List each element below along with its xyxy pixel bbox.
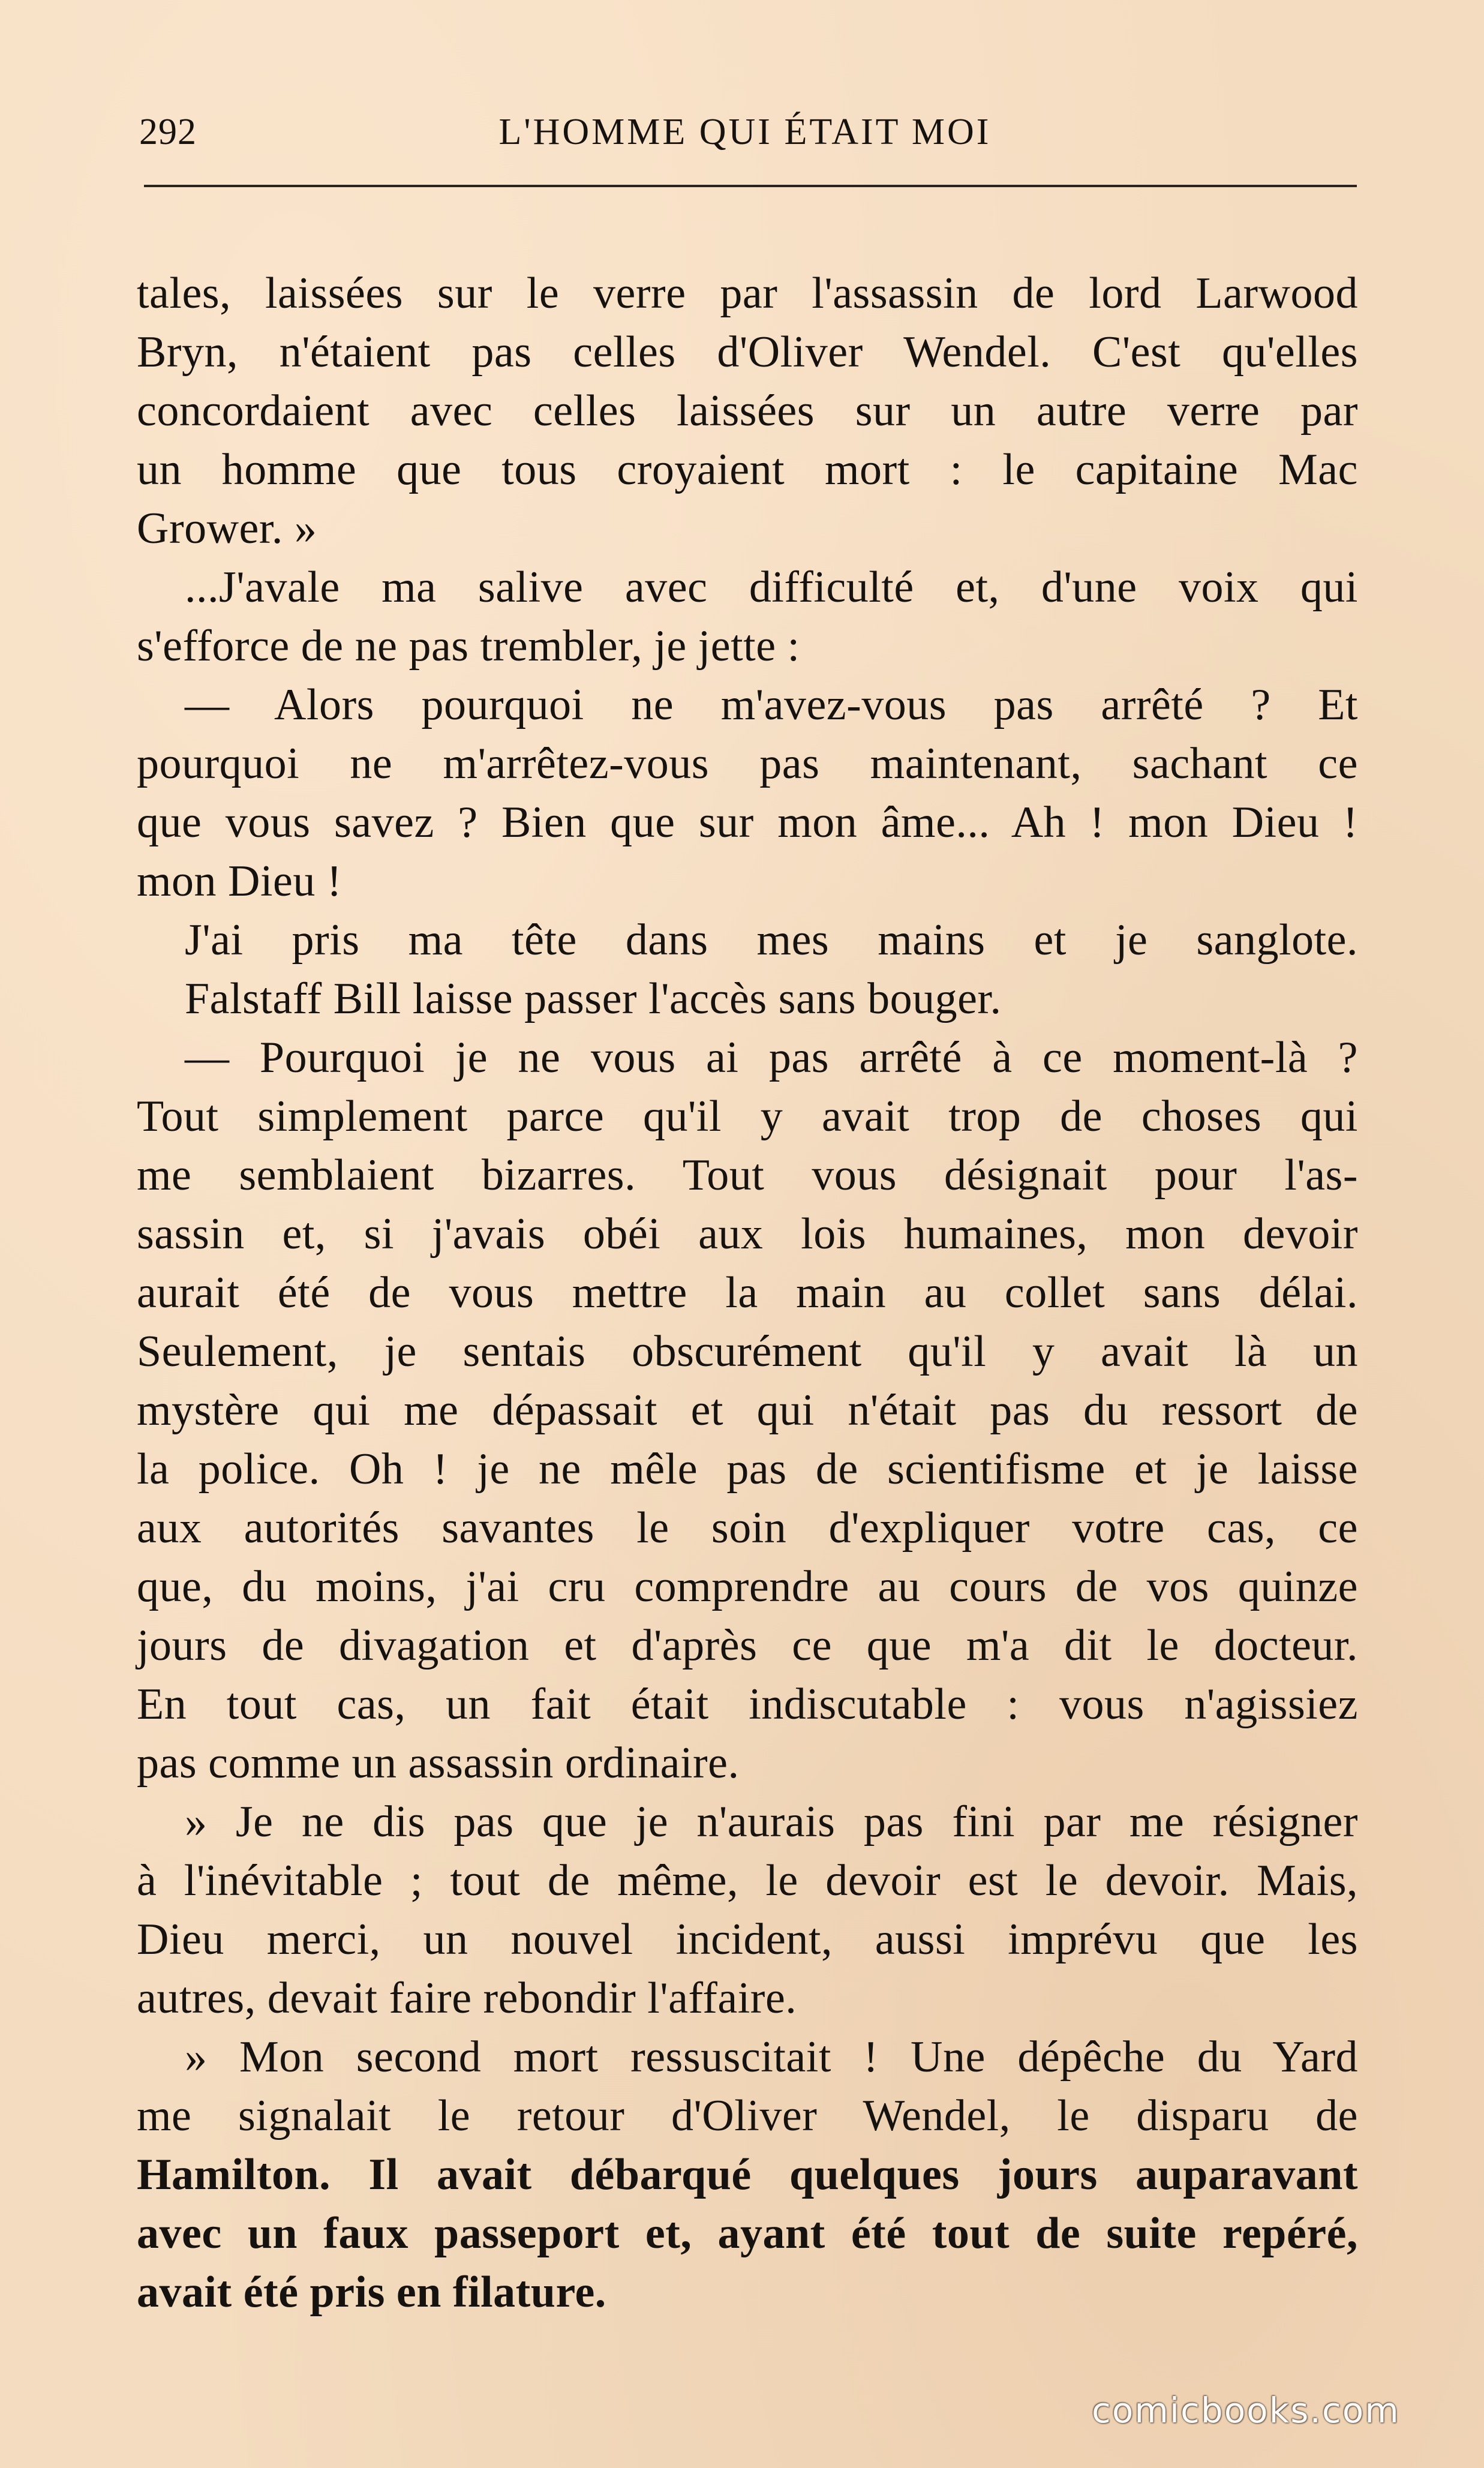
text-line: — Pourquoi je ne vous ai pas arrêté à ce moment-là ? [185, 1033, 1358, 1082]
text-line: Bryn, n'étaient pas celles d'Oliver Wendel. C'est qu'elles [137, 328, 1358, 377]
header-rule [144, 185, 1357, 187]
text-line: s'efforce de ne pas trembler, je jette : [137, 621, 800, 671]
text-line: J'ai pris ma tête dans mes mains et je sanglote. [185, 915, 1358, 965]
text-line: En tout cas, un fait était indiscutable : vous n'agissiez [137, 1680, 1358, 1729]
text-line: me signalait le retour d'Oliver Wendel, le disparu de [137, 2091, 1358, 2140]
text-line: avec un faux passeport et, ayant été tout de suite repéré, [137, 2209, 1358, 2258]
text-line: Hamilton. Il avait débarqué quelques jours auparavant [137, 2150, 1358, 2199]
text-line: ...J'avale ma salive avec difficulté et, d'une voix qui [185, 563, 1358, 612]
watermark: comicbooks.com [1092, 2390, 1400, 2431]
text-line: — Alors pourquoi ne m'avez-vous pas arrêté ? Et [185, 680, 1358, 729]
text-line: me semblaient bizarres. Tout vous désignait pour l'as- [137, 1151, 1358, 1200]
text-line: pas comme un assassin ordinaire. [137, 1739, 740, 1788]
text-line: » Mon second mort ressuscitait ! Une dépêche du Yard [185, 2032, 1358, 2082]
text-line: la police. Oh ! je ne mêle pas de scientifisme et je laisse [137, 1445, 1358, 1494]
text-line: jours de divagation et d'après ce que m'a dit le docteur. [137, 1621, 1358, 1670]
running-head [139, 108, 1357, 156]
text-line: pourquoi ne m'arrêtez-vous pas maintenant, sachant ce [137, 739, 1358, 788]
text-line: Falstaff Bill laisse passer l'accès sans bouger. [185, 974, 1002, 1023]
text-line: que, du moins, j'ai cru comprendre au cours de vos quinze [137, 1562, 1358, 1611]
text-line: que vous savez ? Bien que sur mon âme... Ah ! mon Dieu ! [137, 798, 1358, 847]
text-line: aux autorités savantes le soin d'expliquer votre cas, ce [137, 1503, 1358, 1553]
page-number: 292 [139, 112, 197, 152]
text-line: Dieu merci, un nouvel incident, aussi imprévu que les [137, 1915, 1358, 1964]
text-line: aurait été de vous mettre la main au collet sans délai. [137, 1268, 1358, 1317]
text-line: sassin et, si j'avais obéi aux lois humaines, mon devoir [137, 1209, 1358, 1259]
text-line: mystère qui me dépassait et qui n'était pas du ressort de [137, 1386, 1358, 1435]
text-line: un homme que tous croyaient mort : le capitaine Mac [137, 445, 1358, 494]
text-line: à l'inévitable ; tout de même, le devoir est le devoir. Mais, [137, 1856, 1358, 1905]
running-title: L'HOMME QUI ÉTAIT MOI [498, 112, 992, 152]
text-line: concordaient avec celles laissées sur un autre verre par [137, 386, 1358, 436]
text-line: Seulement, je sentais obscurément qu'il y avait là un [137, 1327, 1358, 1376]
text-line: autres, devait faire rebondir l'affaire. [137, 1974, 797, 2023]
text-line: avait été pris en filature. [137, 2268, 606, 2317]
text-line: Grower. » [137, 504, 317, 553]
text-line: Tout simplement parce qu'il y avait trop de choses qui [137, 1092, 1358, 1141]
text-line: tales, laissées sur le verre par l'assassin de lord Larwood [137, 269, 1358, 318]
body-text [137, 264, 1358, 2322]
text-line: mon Dieu ! [137, 857, 343, 906]
text-line: » Je ne dis pas que je n'aurais pas fini par me résigner [185, 1797, 1358, 1847]
